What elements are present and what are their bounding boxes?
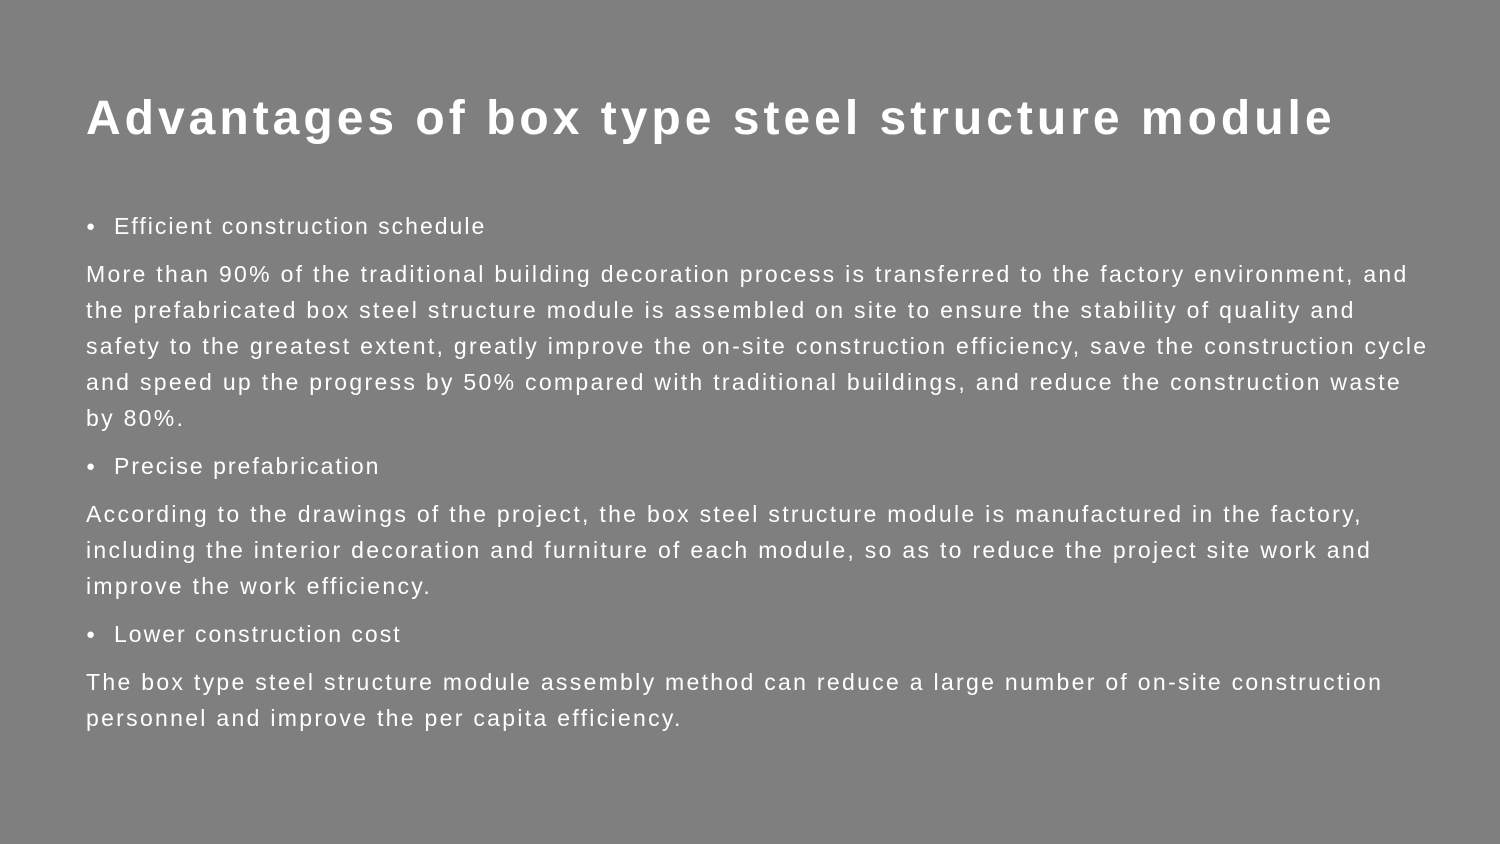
section-body: According to the drawings of the project, the box steel structure module is manufactured in the factory, including the interior decoration and furniture of each module, so as to reduce the project site work and improve the work efficiency. — [86, 501, 1373, 599]
section-heading-row — [86, 614, 1431, 654]
section-heading: Precise prefabrication — [114, 452, 381, 479]
section-heading-row — [86, 446, 1431, 486]
section-body: More than 90% of the traditional building decoration process is transferred to the factory environment, and the prefabricated box steel structure module is assembled on site to ensure the stability of quality and safety to the greatest extent, greatly improve the on-site construction efficiency, save the construction cycle and speed up the progress by 50% compared with traditional buildings, and reduce the construction waste by 80%. — [86, 261, 1429, 431]
bullet-icon: ● — [86, 625, 98, 643]
section-heading: Lower construction cost — [114, 620, 402, 647]
section-heading: Efficient construction schedule — [114, 212, 487, 239]
slide-content — [86, 206, 1431, 746]
section-body: The box type steel structure module assembly method can reduce a large number of on-site construction personnel and improve the per capita efficiency. — [86, 669, 1384, 731]
bullet-icon: ● — [86, 217, 98, 235]
section-efficient-schedule — [86, 206, 1431, 436]
section-heading-row — [86, 206, 1431, 246]
section-lower-cost — [86, 614, 1431, 736]
slide-title: Advantages of box type steel structure module — [86, 92, 1336, 145]
section-precise-prefabrication — [86, 446, 1431, 604]
bullet-icon: ● — [86, 457, 98, 475]
